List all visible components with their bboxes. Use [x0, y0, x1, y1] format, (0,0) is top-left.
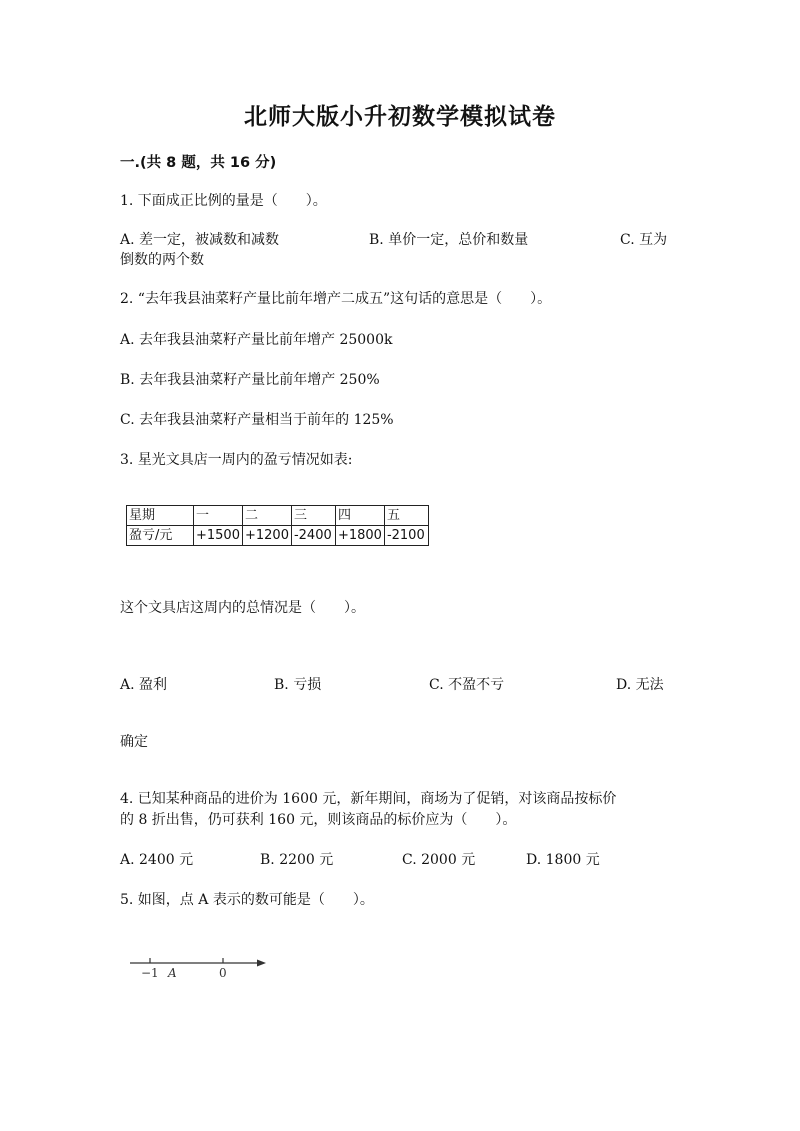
question-4-option-d: D. 1800 元: [526, 852, 600, 868]
profit-loss-table: [126, 505, 429, 546]
question-1-option-c: C. 互为: [620, 232, 668, 248]
question-2-option-b: B. 去年我县油菜籽产量比前年增产 250%: [120, 372, 380, 388]
table-cell: +1500: [194, 526, 243, 546]
point-label-a: A: [168, 966, 177, 980]
table-cell: 四: [335, 506, 384, 526]
table-header-row: [127, 506, 429, 526]
section-heading: 一.(共 8 题，共 16 分): [120, 155, 277, 171]
question-3-option-d: D. 无法: [616, 677, 664, 693]
table-cell: 五: [384, 506, 428, 526]
table-cell: +1200: [242, 526, 291, 546]
question-4-option-a: A. 2400 元: [120, 852, 194, 868]
table-cell: 星期: [127, 506, 194, 526]
question-5-stem: 5. 如图，点 A 表示的数可能是（ ）。: [120, 892, 374, 908]
question-2-stem: 2. “去年我县油菜籽产量比前年增产二成五”这句话的意思是（ ）。: [120, 291, 552, 307]
question-3-follow-up: 这个文具店这周内的总情况是（ ）。: [120, 600, 365, 616]
table-cell: -2400: [291, 526, 335, 546]
question-3-stem: 3. 星光文具店一周内的盈亏情况如表:: [120, 452, 353, 468]
question-1-option-b: B. 单价一定，总价和数量: [369, 232, 529, 248]
question-1-option-a: A. 差一定，被减数和减数: [120, 232, 280, 248]
question-2-option-c: C. 去年我县油菜籽产量相当于前年的 125%: [120, 412, 394, 428]
question-3-option-b: B. 亏损: [274, 677, 322, 693]
table-cell: 三: [291, 506, 335, 526]
number-line-figure: [128, 952, 273, 982]
tick-label-neg1: −1: [141, 966, 159, 980]
table-cell: 盈亏/元: [127, 526, 194, 546]
question-4-line-1: 4. 已知某种商品的进价为 1600 元，新年期间，商场为了促销，对该商品按标价: [120, 791, 617, 807]
table-cell: 一: [194, 506, 243, 526]
table-cell: -2100: [384, 526, 428, 546]
question-4-line-2: 的 8 折出售，仍可获利 160 元，则该商品的标价应为（ ）。: [120, 812, 517, 828]
question-3-option-a: A. 盈利: [120, 677, 168, 693]
question-4-option-c: C. 2000 元: [402, 852, 476, 868]
table-cell: +1800: [335, 526, 384, 546]
question-3-option-c: C. 不盈不亏: [429, 677, 505, 693]
table-cell: 二: [242, 506, 291, 526]
question-1-stem: 1. 下面成正比例的量是（ ）。: [120, 193, 327, 209]
tick-label-zero: 0: [219, 966, 227, 980]
page-title: 北师大版小升初数学模拟试卷: [244, 104, 556, 130]
question-2-option-a: A. 去年我县油菜籽产量比前年增产 25000k: [120, 332, 393, 348]
question-1-option-c-continued: 倒数的两个数: [120, 252, 204, 268]
table-row: [127, 526, 429, 546]
number-line-arrow-icon: [257, 960, 266, 967]
question-3-option-d-continued: 确定: [120, 734, 148, 750]
question-4-option-b: B. 2200 元: [260, 852, 334, 868]
